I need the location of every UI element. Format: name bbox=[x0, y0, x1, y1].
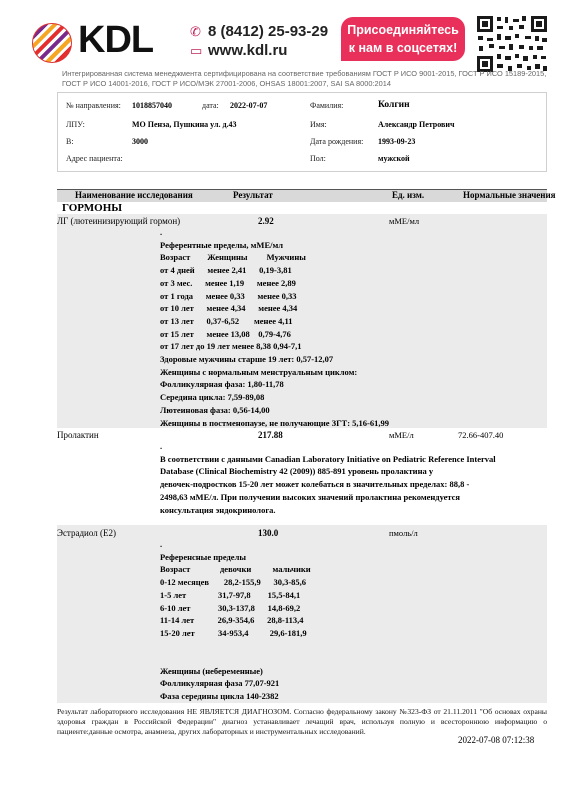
note-line: от 3 мес. менее 1,19 менее 2,89 bbox=[160, 277, 296, 288]
col-unit-header: Ед. изм. bbox=[392, 190, 425, 200]
phone-number: 8 (8412) 25-93-29 bbox=[208, 23, 329, 40]
note-line: от 13 лет 0,37-6,52 менее 4,11 bbox=[160, 315, 293, 326]
date-value: 2022-07-07 bbox=[230, 101, 268, 110]
test-notes-estradiol bbox=[160, 538, 311, 703]
test-notes-prolactin bbox=[160, 440, 496, 516]
test-unit: пмоль/л bbox=[389, 528, 418, 538]
lpu-value: МО Пенза, Пушкина ул. д.43 bbox=[132, 120, 237, 129]
test-norm: 72.66-407.40 bbox=[458, 430, 504, 440]
col-norm-header: Нормальные значения bbox=[463, 190, 556, 200]
test-value: 217.88 bbox=[258, 430, 283, 440]
test-value: 2.92 bbox=[258, 216, 274, 226]
v-value: 3000 bbox=[132, 137, 148, 146]
certification-note: Интегрированная система менеджмента сертифицирована на соответствие требованиям ГОСТ Р ИСО 9001-2015, ГОСТ Р ИСО 15189-2015, ГОСТ Р ИСО 14001-2016, ГОСТ Р ИСО/МЭК 27001-2006, OHSAS 18001:2007, SAI SA 8000:2014 bbox=[62, 69, 547, 88]
note-line: Лютеиновая фаза: 0,56-14,00 bbox=[160, 404, 270, 415]
note-line: от 10 лет менее 4,34 менее 4,34 bbox=[160, 303, 298, 314]
qr-code-icon bbox=[475, 14, 549, 74]
note-line: 15-20 лет 34-953,4 29,6-181,9 bbox=[160, 627, 307, 638]
kdl-logo-icon bbox=[32, 23, 72, 63]
lpu-label: ЛПУ: bbox=[66, 120, 85, 129]
note-line: . bbox=[160, 441, 163, 451]
note-line: Фолликулярная фаза: 1,80-11,78 bbox=[160, 379, 284, 390]
test-name: ЛГ (лютеинизирующий гормон) bbox=[57, 216, 181, 226]
note-line: Возраст девочки мальчики bbox=[160, 564, 311, 575]
section-title: ГОРМОНЫ bbox=[62, 202, 123, 214]
kdl-logo-text: KDL bbox=[78, 19, 154, 61]
note-line: от 17 лет до 19 лет менее 8,38 0,94-7,1 bbox=[160, 341, 302, 352]
col-name-header: Наименование исследования bbox=[75, 190, 193, 200]
patient-info-box bbox=[57, 92, 547, 172]
test-name: Эстрадиол (E2) bbox=[57, 528, 116, 538]
name-value: Александр Петрович bbox=[378, 120, 455, 129]
test-name: Пролактин bbox=[57, 430, 99, 440]
birth-label: Дата рождения: bbox=[310, 137, 364, 146]
site-url: www.kdl.ru bbox=[208, 42, 288, 59]
phone-icon: ✆ bbox=[190, 24, 201, 39]
note-line: от 1 года менее 0,33 менее 0,33 bbox=[160, 290, 297, 301]
print-timestamp: 2022-07-08 07:12:38 bbox=[458, 735, 535, 745]
test-value: 130.0 bbox=[258, 528, 279, 538]
note-line: Середина цикла: 7,59-89,08 bbox=[160, 392, 265, 403]
name-label: Имя: bbox=[310, 120, 327, 129]
note-line: В соответствии с данными Canadian Laboratory Initiative on Pediatric Reference Interval bbox=[160, 453, 496, 464]
note-line: Женщины с нормальным менструальным циклом: bbox=[160, 366, 358, 377]
note-line: Фолликулярная фаза 77,07-921 bbox=[160, 678, 280, 689]
surname-value: Колгин bbox=[378, 100, 410, 110]
phone-line[interactable] bbox=[190, 23, 328, 41]
note-line: Референтные пределы, мМЕ/мл bbox=[160, 239, 284, 250]
sex-value: мужской bbox=[378, 154, 410, 163]
social-line-1: Присоединяйтесь bbox=[347, 23, 459, 37]
note-spacer bbox=[160, 640, 311, 665]
note-line: 2498,63 мМЕ/л. При получении высоких значений пролактина рекомендуется bbox=[160, 491, 461, 502]
birth-value: 1993-09-23 bbox=[378, 137, 416, 146]
note-line: 6-10 лет 30,3-137,8 14,8-69,2 bbox=[160, 602, 301, 613]
note-line: Женщины (небеременные) bbox=[160, 665, 263, 676]
social-line-2: к нам в соцсетях! bbox=[348, 41, 458, 55]
sex-label: Пол: bbox=[310, 154, 326, 163]
note-line: от 15 лет менее 13,08 0,79-4,76 bbox=[160, 328, 291, 339]
note-line: Database (Clinical Biochemistry 42 (2009)) 885-891 уровень пролактина у bbox=[160, 466, 434, 477]
note-line: . bbox=[160, 227, 163, 237]
note-line: консультация эндокринолога. bbox=[160, 504, 276, 515]
v-label: В: bbox=[66, 137, 74, 146]
date-label: дата: bbox=[202, 101, 219, 110]
note-line: . bbox=[160, 539, 163, 549]
monitor-icon: ▭ bbox=[190, 43, 203, 58]
test-notes-lh bbox=[160, 226, 389, 429]
note-line: 11-14 лет 26,9-354,6 28,8-113,4 bbox=[160, 615, 304, 626]
note-line: Возраст Женщины Мужчины bbox=[160, 252, 306, 263]
order-label: № направления: bbox=[66, 101, 121, 110]
test-unit: мМЕ/л bbox=[389, 430, 414, 440]
note-line: Референсные пределы bbox=[160, 551, 246, 562]
note-line: Здоровые мужчины старше 19 лет: 0,57-12,07 bbox=[160, 354, 334, 365]
note-line: 1-5 лет 31,7-97,8 15,5-84,1 bbox=[160, 589, 301, 600]
disclaimer: Результат лабораторного исследования НЕ ЯВЛЯЕТСЯ ДИАГНОЗОМ. Согласно федеральному закону №323-ФЗ от 21.11.2011 "Об основах охраны здоровья граждан в Российской Федерации" диагноз устанавливает лечащий врач, используя полную и всестороннюю информацию о пациенте:данные осмотра, анамнеза, других лабораторных и инструментальных исследований. bbox=[57, 707, 547, 736]
note-line: девочек-подростков 15-20 лет может колебаться в значительных пределах: 88,8 - bbox=[160, 479, 470, 490]
test-unit: мМЕ/мл bbox=[389, 216, 420, 226]
note-line: Женщины в постменопаузе, не получающие ЗГТ: 5,16-61,99 bbox=[160, 417, 390, 428]
note-line: от 4 дней менее 2,41 0,19-3,81 bbox=[160, 265, 292, 276]
surname-label: Фамилия: bbox=[310, 101, 344, 110]
order-value: 1018857040 bbox=[132, 101, 172, 110]
note-line: 0-12 месяцев 28,2-155,9 30,3-85,6 bbox=[160, 577, 307, 588]
col-result-header: Результат bbox=[233, 190, 273, 200]
social-banner[interactable] bbox=[341, 17, 465, 61]
site-line[interactable] bbox=[190, 42, 287, 60]
address-label: Адрес пациента: bbox=[66, 154, 123, 163]
note-line: Фаза середины цикла 140-2382 bbox=[160, 691, 279, 702]
